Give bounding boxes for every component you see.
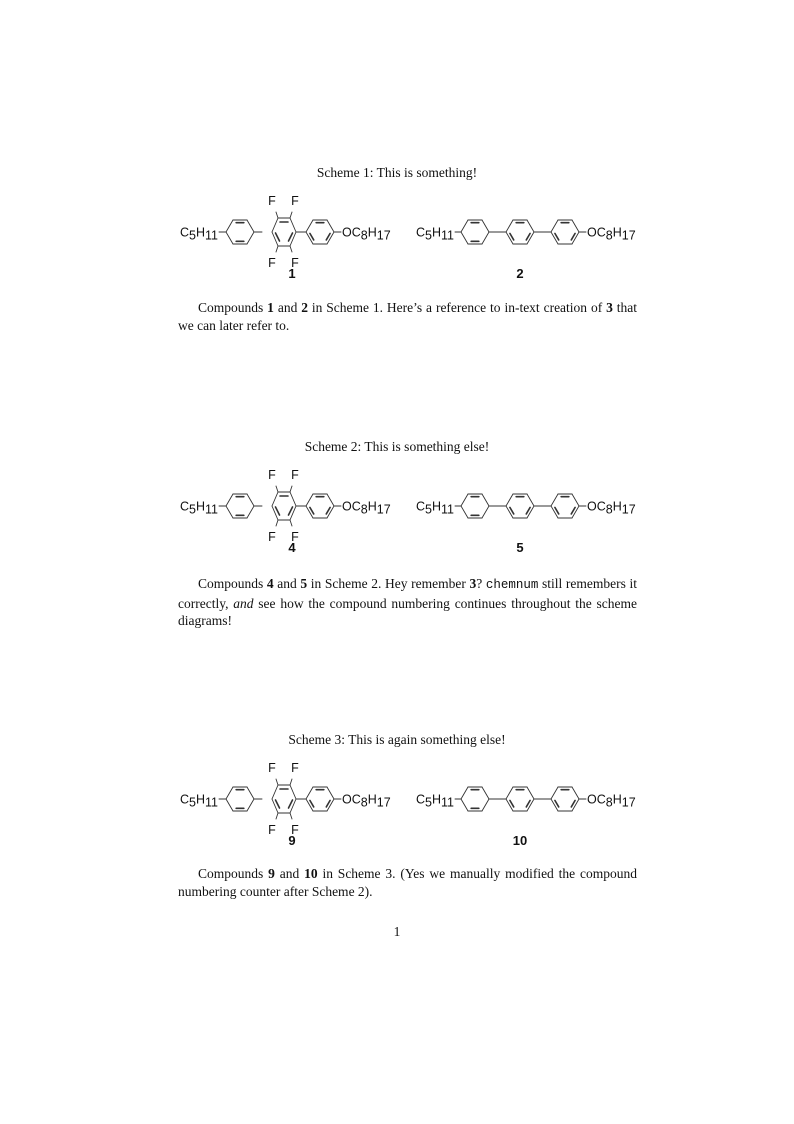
substituent-label: OC8H17 (342, 225, 391, 243)
fluorinated-ring (272, 486, 296, 526)
compound-number: 5 (516, 540, 524, 555)
compound-reference: 1 (267, 300, 274, 315)
molecule-terphenyl (416, 787, 636, 848)
molecule-tetrafluoroterphenyl (180, 468, 391, 555)
body-text: Compounds (198, 866, 269, 881)
substituent-label: C5H11 (180, 225, 218, 243)
molecule-tetrafluoroterphenyl (180, 761, 391, 848)
fluorinated-ring (272, 212, 296, 252)
benzene-ring (506, 220, 534, 244)
page-number: 1 (393, 924, 401, 939)
fluorine-label: F (291, 823, 299, 837)
substituent-label: OC8H17 (587, 792, 636, 810)
fluorine-label: F (268, 194, 276, 208)
substituent-label: OC8H17 (342, 499, 391, 517)
fluorine-label: F (268, 823, 276, 837)
emphasis-text: and (233, 595, 254, 611)
compound-number: 9 (288, 833, 296, 848)
body-text: Compounds (198, 576, 267, 591)
paragraph (178, 299, 637, 334)
benzene-ring (551, 220, 579, 244)
substituent-label: C5H11 (416, 225, 454, 243)
benzene-ring (226, 494, 254, 518)
substituent-label: OC8H17 (587, 499, 636, 517)
fluorine-label: F (291, 194, 299, 208)
fluorine-label: F (291, 530, 299, 544)
substituent-label: C5H11 (180, 499, 218, 517)
compound-reference: 3 (606, 300, 613, 315)
body-text: ? (476, 576, 486, 591)
body-text: that we can later refer to. (178, 300, 638, 333)
fluorine-label: F (268, 761, 276, 775)
molecule-terphenyl (416, 220, 636, 281)
body-text: in Scheme 3. (Yes we manually modified the compound numbering counter after Scheme 2). (178, 866, 638, 899)
benzene-ring (461, 787, 489, 811)
benzene-ring (226, 787, 254, 811)
body-text: still remembers it correctly, (178, 576, 637, 611)
substituent-label: C5H11 (416, 499, 454, 517)
scheme-diagram (0, 464, 794, 554)
compound-number: 10 (512, 833, 528, 848)
fluorinated-ring (272, 779, 296, 819)
compound-reference: 5 (300, 576, 308, 591)
substituent-label: C5H11 (180, 792, 218, 810)
fluorine-label: F (268, 468, 276, 482)
body-text: and (274, 866, 305, 881)
compound-number: 1 (288, 266, 296, 281)
benzene-ring (306, 220, 334, 244)
fluorine-label: F (291, 256, 299, 270)
paragraph (178, 575, 637, 630)
fluorine-label: F (268, 256, 276, 270)
compound-reference: 4 (266, 576, 274, 591)
benzene-ring (306, 787, 334, 811)
compound-reference: 9 (268, 866, 275, 881)
benzene-ring (506, 787, 534, 811)
benzene-ring (461, 494, 489, 518)
compound-reference: 10 (304, 866, 318, 881)
body-text: and (273, 300, 302, 315)
body-text: see how the compound numbering continues throughout the scheme diagrams! (178, 595, 638, 628)
benzene-ring (306, 494, 334, 518)
body-text: Compounds (198, 300, 268, 315)
substituent-label: OC8H17 (587, 225, 636, 243)
compound-reference: 3 (469, 576, 477, 591)
substituent-label: OC8H17 (342, 792, 391, 810)
fluorine-label: F (291, 468, 299, 482)
scheme-diagram (0, 190, 794, 280)
compound-number: 2 (516, 266, 524, 281)
fluorine-label: F (291, 761, 299, 775)
substituent-label: C5H11 (416, 792, 454, 810)
scheme-caption: Scheme 1: This is something! (316, 165, 478, 180)
benzene-ring (226, 220, 254, 244)
paragraph (178, 865, 637, 900)
body-text: and (273, 576, 301, 591)
code-text: chemnum (485, 578, 539, 592)
body-text: in Scheme 2. Hey remember (307, 576, 470, 591)
benzene-ring (461, 220, 489, 244)
molecule-terphenyl (416, 494, 636, 555)
fluorine-label: F (268, 530, 276, 544)
benzene-ring (551, 494, 579, 518)
compound-number: 4 (288, 540, 296, 555)
benzene-ring (551, 787, 579, 811)
body-text: in Scheme 1. Here’s a reference to in-text creation of (307, 300, 607, 315)
molecule-tetrafluoroterphenyl (180, 194, 391, 281)
scheme-caption: Scheme 2: This is something else! (304, 439, 490, 454)
benzene-ring (506, 494, 534, 518)
compound-reference: 2 (301, 300, 308, 315)
scheme-caption: Scheme 3: This is again something else! (288, 732, 506, 747)
scheme-diagram (0, 757, 794, 847)
